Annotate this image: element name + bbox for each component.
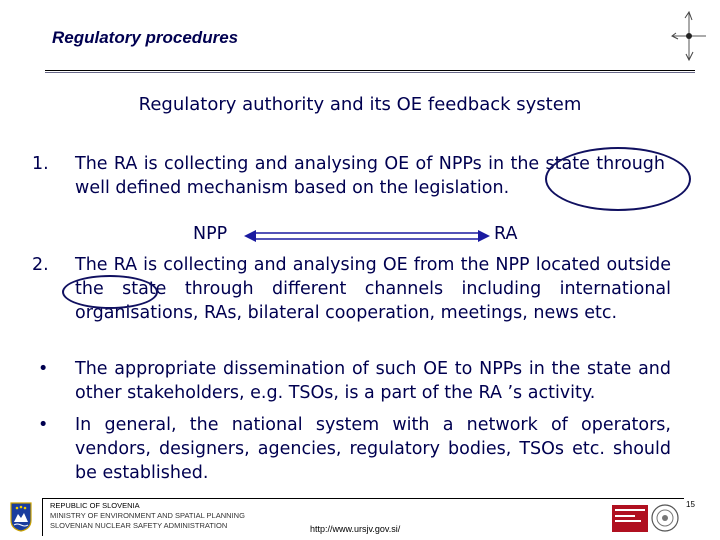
arrow-left-label: NPP <box>193 224 228 244</box>
list-item: In general, the national system with a network of operators, vendors, designers, agencies, regulatory bodies, TSOs etc. should be established. <box>75 415 671 483</box>
footer-ministry: MINISTRY OF ENVIRONMENT AND SPATIAL PLANNING <box>50 511 245 520</box>
footer-administration: SLOVENIAN NUCLEAR SAFETY ADMINISTRATION <box>50 521 228 530</box>
header-divider <box>45 70 695 71</box>
footer-url-link[interactable]: http://www.ursjv.gov.si/ <box>310 524 401 534</box>
header-divider-secondary <box>45 72 695 73</box>
list-item: The RA is collecting and analysing OE from the NPP located outside the state through different channels including international organisations, RAs, bilateral cooperation, meetings, news etc. <box>75 255 671 323</box>
highlight-oval-in-the-state <box>545 147 691 211</box>
page-number: 15 <box>686 500 695 509</box>
list-marker: 2. <box>32 255 49 275</box>
page-header-title: Regulatory procedures <box>52 28 239 47</box>
footer-divider <box>42 498 684 499</box>
footer-republic: REPUBLIC OF SLOVENIA <box>50 501 140 510</box>
list-bullet: • <box>38 415 49 435</box>
double-arrow-icon <box>244 226 490 246</box>
logo-icon <box>668 8 710 64</box>
footer-vertical-divider <box>42 498 43 536</box>
list-bullet: • <box>38 359 49 379</box>
list-item: The appropriate dissemination of such OE to NPPs in the state and other stakeholders, e.g. TSOs, is a part of the RA ’s activity. <box>75 359 671 403</box>
slide-subtitle: Regulatory authority and its OE feedback system <box>138 94 582 115</box>
coat-of-arms-icon <box>10 502 32 532</box>
certification-badge-icon <box>612 505 648 532</box>
arrow-right-label: RA <box>494 224 518 244</box>
list-item: The RA is collecting and analysing OE of NPPs in the state through well defined mechanism based on the legislation. <box>75 154 665 198</box>
certification-seal-icon <box>650 503 680 533</box>
list-marker: 1. <box>32 154 49 174</box>
highlight-oval-outside <box>62 275 158 309</box>
